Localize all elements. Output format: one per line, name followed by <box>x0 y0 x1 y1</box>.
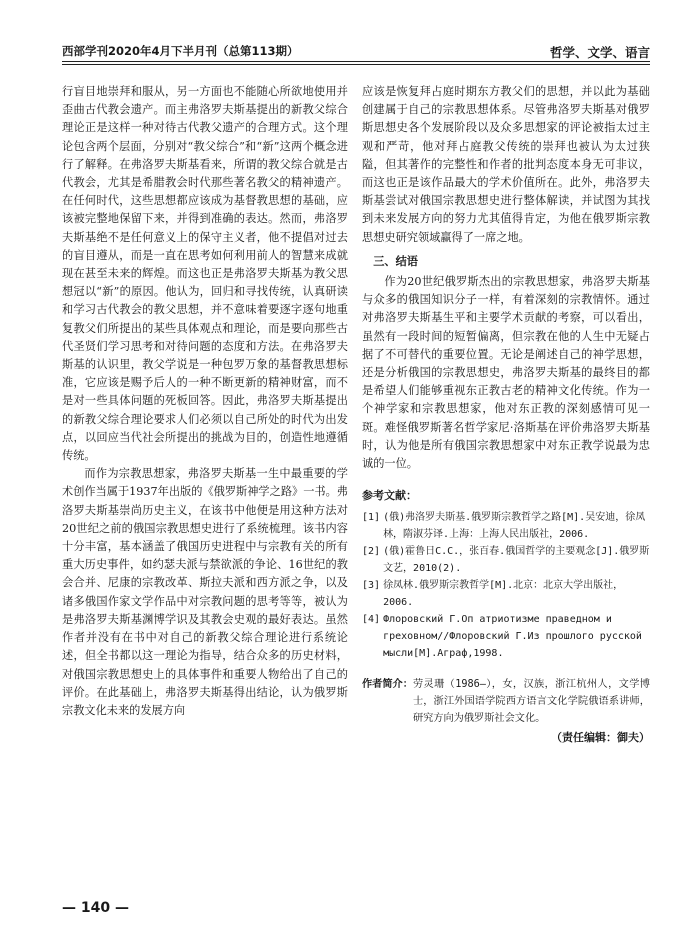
running-header <box>62 40 650 64</box>
reference-number: [1] <box>362 512 381 524</box>
author-label: 作者简介： <box>362 679 413 691</box>
reference-item <box>362 543 650 577</box>
reference-text: 徐凤林.俄罗斯宗教哲学[M].北京：北京大学出版社，2006. <box>383 580 624 609</box>
references-title: 参考文献： <box>362 489 417 503</box>
reference-number: [2] <box>362 546 381 558</box>
section-title: 哲学、文学、语言 <box>549 45 650 60</box>
reference-text: (俄)霍鲁日С.С.，张百春.俄国哲学的主要观念[J].俄罗斯文艺，2010(2). <box>383 546 650 575</box>
body-paragraph: 作为20世纪俄罗斯杰出的宗教思想家，弗洛罗夫斯基与众多的俄国知识分子一样，有着深刻的宗教情怀。通过对弗洛罗夫斯基生平和主要学术贡献的考察，可以看出，虽然有一段时间的短暂偏离，但宗教在他的人生中无疑占据了不可替代的重要位置。无论是阐述自己的神学思想，还是分析俄国的宗教思想史，弗洛罗夫斯基的最终目的都是希望人们能够重视东正教古老的精神文化传统。作为一个神学家和宗教思想家，他对东正教的深刻感情可见一斑。难怪俄罗斯著名哲学家尼·洛斯基在评价弗洛罗夫斯基时，认为他是所有俄国宗教思想家中对东正教学说最为忠诚的一位。 <box>362 275 650 471</box>
author-text: 劳灵珊（1986—），女，汉族，浙江杭州人，文学博士，浙江外国语学院西方语言文化学院俄语系讲师，研究方向为俄罗斯社会文化。 <box>412 679 650 725</box>
body-paragraph: 行盲目地崇拜和服从，另一方面也不能随心所欲地使用并歪曲古代教会遗产。而主弗洛罗夫斯基提出的新教父综合理论正是这样一种对待古代教父遗产的合理方式。这个理论包含两个层面，分别对“教父综合”和“新”这两个概念进行了解释。在弗洛罗夫斯基看来，所谓的教父综合就是古代教会，尤其是希腊教会时代那些著名教父的精神遗产。在任何时代，这些思想都应该成为基督教思想的基础，应该被完整地保留下来，并得到准确的表达。然而，弗洛罗夫斯基绝不是任何意义上的保守主义者，他不提倡对过去的盲目遵从，而是一直在思考如何利用前人的智慧来成就现在甚至未来的辉煌。而这也正是弗洛罗夫斯基为教父思想冠以“新”的原因。他认为，回归和寻找传统，认真研读和学习古代教会的教父思想，并不意味着要逐字逐句地重复教父们所提出的某些具体观点和理论，而是要向那些古代圣贤们学习思考和对待问题的态度和方法。在弗洛罗夫斯基的认识里，教父学说是一种包罗万象的基督教思想标准，它应该是赐予后人的一种不断更新的精神财富，而不是对一些具体问题的死板回答。因此，弗洛罗夫斯基提出的新教父综合理论要求人们必须以自己所处的时代为出发点，以回应当代社会所提出的挑战为目的，创造性地遵循传统。 <box>62 85 348 463</box>
reference-item <box>362 509 650 543</box>
body-paragraph: 应该是恢复拜占庭时期东方教父们的思想，并以此为基础创建属于自己的宗教思想体系。尽管弗洛罗夫斯基对俄罗斯思想史各个发展阶段以及众多思想家的评论被指太过主观和严苛，他对拜占庭教父传统的崇拜也被认为太过狭隘，但其著作的完整性和作者的批判态度本身无可非议，而这也正是该作品最大的学术价值所在。此外，弗洛罗夫斯基尝试对俄国宗教思想史进行整体解读，并试图为其找到未来发展方向的努力尤其值得肯定，为他在俄罗斯宗教思想史研究领域赢得了一席之地。 <box>362 85 650 244</box>
reference-item <box>362 577 650 611</box>
right-column <box>362 83 650 748</box>
body-paragraph: 而作为宗教思想家，弗洛罗夫斯基一生中最重要的学术创作当属于1937年出版的《俄罗斯神学之路》一书。弗洛罗夫斯基崇尚历史主义，在该书中他便是用这种方法对20世纪之前的俄国宗教思想史进行了系统梳理。该书内容十分丰富，基本涵盖了俄国历史进程中与宗教有关的所有重大历史事件，如约瑟夫派与禁欲派的争论、16世纪的教会合并、尼康的宗教改革、斯拉夫派和西方派之争，以及诸多俄国作家文学作品中对宗教问题的思考等等，被认为是弗洛罗夫斯基渊博学识及其教会史观的最好表达。虽然作者并没有在书中对自己的新教父综合理论进行系统论述，但全书都以这一理论为指导，结合众多的历史材料，对俄国宗教思想史上的具体事件和重要人物给出了自己的评价。在此基础上，弗洛罗夫斯基得出结论，认为俄罗斯宗教文化未来的发展方向 <box>62 467 348 717</box>
reference-text: Флоровский Г.Оп атриотизме праведном и греховном//Флоровский Г.Из прошлого русской мысли[М].Аграф,1998. <box>383 614 642 660</box>
author-bio <box>362 676 650 727</box>
header-rule <box>62 61 650 62</box>
left-column <box>62 83 348 720</box>
reference-text: (俄)弗洛罗夫斯基.俄罗斯宗教哲学之路[M].吴安迪，徐凤林，隋淑芬译.上海：上海人民出版社，2006. <box>383 512 646 541</box>
page-number: — 140 — <box>62 900 129 916</box>
reference-number: [4] <box>362 614 381 626</box>
section-heading: 三、结语 <box>373 254 418 268</box>
responsible-editor: （责任编辑：御夫） <box>551 731 650 745</box>
reference-number: [3] <box>362 580 381 592</box>
references-list <box>362 509 650 662</box>
header-rule-thin <box>62 64 650 65</box>
journal-issue: 西部学刊2020年4月下半月刊（总第113期） <box>62 44 299 58</box>
reference-item <box>362 611 650 662</box>
